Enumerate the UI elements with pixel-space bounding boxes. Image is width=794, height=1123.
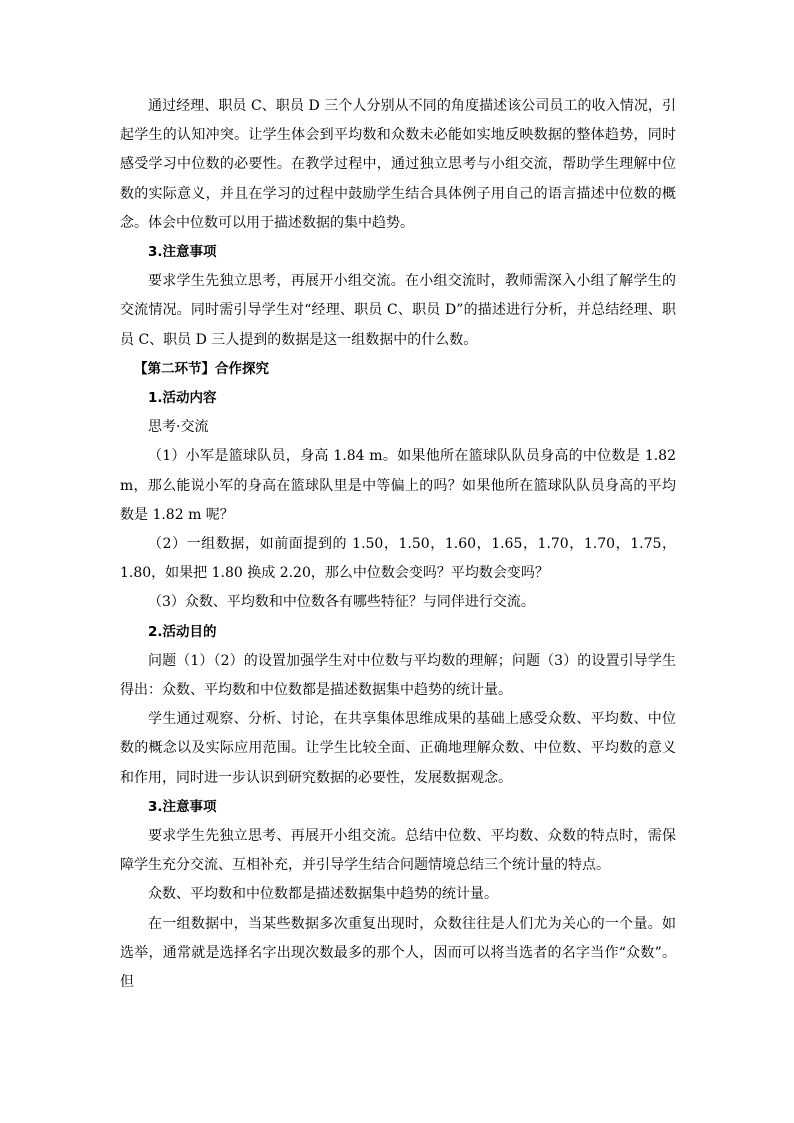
paragraph-purpose-2: 学生通过观察、分析、讨论，在共享集体思维成果的基础上感受众数、平均数、中位数的概念以及实际应用范围。让学生比较全面、正确地理解众数、中位数、平均数的意义和作用，同时进一步认识到研究数据的必要性，发展数据观念。 (120, 711, 676, 786)
paragraph-mode: 在一组数据中，当某些数据多次重复出现时，众数往往是人们尤为关心的一个量。如选举，通常就是选择名字出现次数最多的那个人，因而可以将当选者的名字当作“众数”。但 (120, 915, 676, 991)
think-exchange-label: 思考·交流 (148, 419, 209, 436)
paragraph-notes-1: 要求学生先独立思考，再展开小组交流。在小组交流时，教师需深入小组了解学生的交流情况。同时需引导学生对“经理、职员 C、职员 D”的描述进行分析，并总结经理、职员 C、职员 D 三人提到的数据是这一组数据中的什么数。 (120, 273, 676, 348)
heading-notes-1: 3.注意事项 (148, 244, 217, 261)
question-3: （3）众数、平均数和中位数各有哪些特征？与同伴进行交流。 (148, 594, 535, 611)
heading-activity-purpose: 2.活动目的 (148, 623, 217, 640)
paragraph-purpose-1: 问题（1）（2）的设置加强学生对中位数与平均数的理解；问题（3）的设置引导学生得出：众数、平均数和中位数都是描述数据集中趋势的统计量。 (120, 652, 676, 699)
paragraph-intro: 通过经理、职员 C、职员 D 三个人分别从不同的角度描述该公司员工的收入情况，引起学生的认知冲突。让学生体会到平均数和众数未必能如实地反映数据的整体趋势，同时感受学习中位数的必要性。在教学过程中，通过独立思考与小组交流，帮助学生理解中位数的实际意义，并且在学习的过程中鼓励学生结合具体例子用自己的语言描述中位数的概念。体会中位数可以用于描述数据的集中趋势。 (120, 98, 676, 231)
document-page (120, 92, 676, 997)
section-2-title: 【第二环节】合作探究 (134, 360, 269, 377)
paragraph-summary: 众数、平均数和中位数都是描述数据集中趋势的统计量。 (148, 886, 498, 903)
question-1: （1）小军是篮球队员，身高 1.84 m。如果他所在篮球队队员身高的中位数是 1.82 m，那么能说小军的身高在篮球队里是中等偏上的吗？如果他所在篮球队队员身高的平均数是 1.82 m 呢？ (120, 448, 676, 523)
heading-activity-content: 1.活动内容 (148, 390, 217, 407)
paragraph-notes-2: 要求学生先独立思考、再展开小组交流。总结中位数、平均数、众数的特点时，需保障学生充分交流、互相补充，并引导学生结合问题情境总结三个统计量的特点。 (120, 828, 676, 874)
heading-notes-2: 3.注意事项 (148, 798, 217, 815)
question-2: （2）一组数据，如前面提到的 1.50，1.50，1.60，1.65，1.70，1.70，1.75，1.80，如果把 1.80 换成 2.20，那么中位数会变吗？平均数会变吗？ (120, 536, 676, 582)
